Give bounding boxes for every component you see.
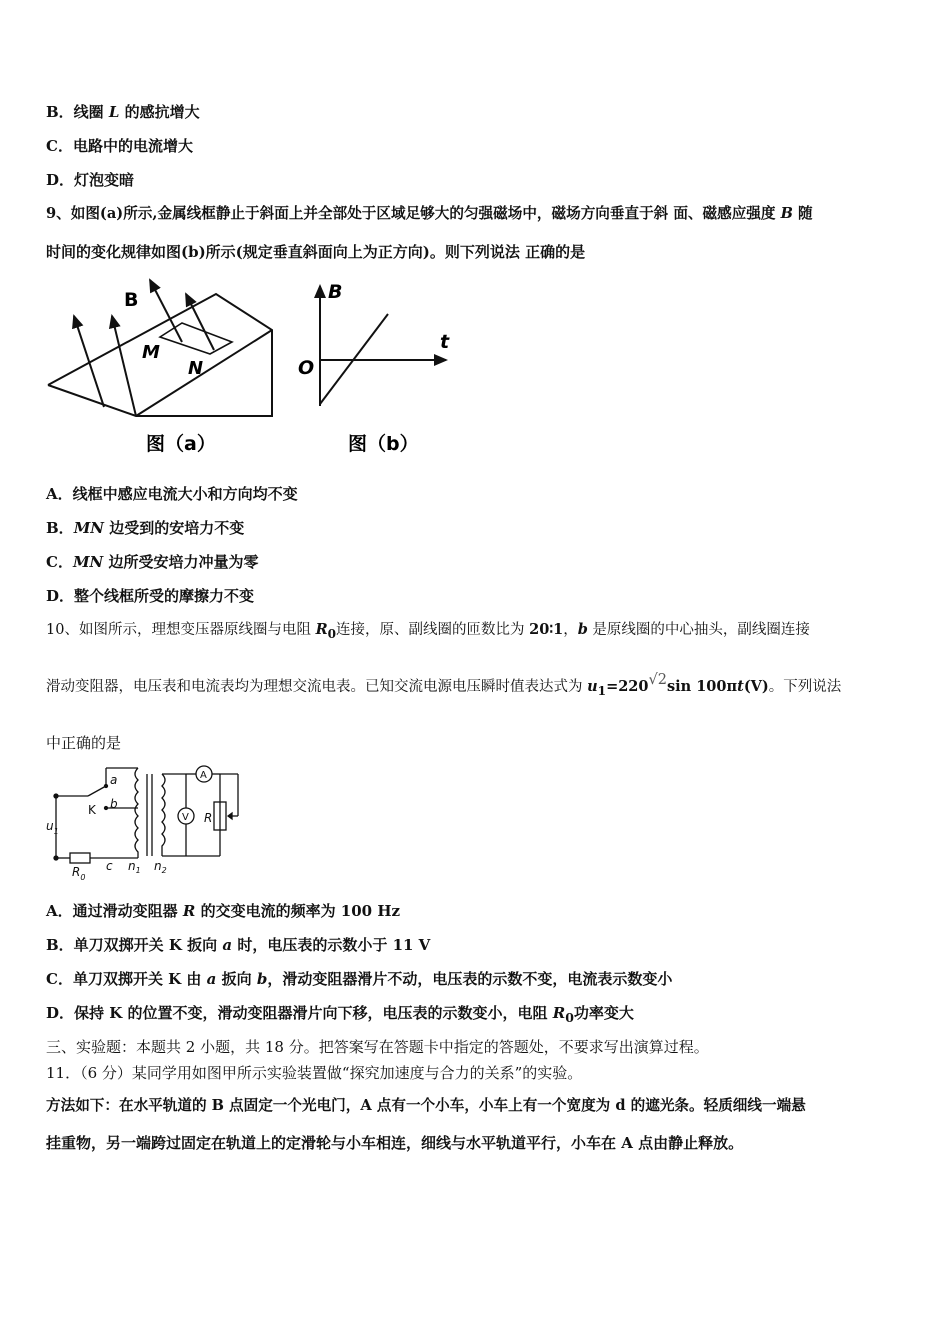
caption-b: 图（b） [348, 433, 419, 455]
q10-option-b: B．单刀双掷开关 K 扳向 a 时，电压表的示数小于 11 V [46, 936, 431, 954]
label-R0: R [72, 865, 81, 879]
label-a: a [110, 773, 118, 787]
q10-stem-line-1: 10、如图所示，理想变压器原线圈与电阻 $R_0$连接，原、副线圈的匝数比为 20∶1，b 是原线圈的中心抽头，副线圈连接 [46, 621, 810, 641]
label-M: M [142, 342, 160, 363]
q9-option-a: A．线框中感应电流大小和方向均不变 [46, 485, 298, 503]
q9-option-b: B．MN 边受到的安培力不变 [46, 519, 245, 537]
svg-text:n2: $n_2$ [154, 859, 167, 875]
label-N: N [188, 358, 204, 379]
label-c: c [106, 859, 113, 873]
q10-option-d: D．保持 K 的位置不变，滑动变阻器滑片向下移，电压表的示数变小，电阻 $R_0$功率变大 [46, 1004, 634, 1025]
wire-frame [160, 323, 232, 354]
label-n1: n [128, 859, 136, 873]
section-3-heading: 三、实验题：本题共 2 小题，共 18 分。把答案写在答题卡中指定的答题处，不要求写出演算过程。 [46, 1038, 709, 1056]
q11-stem: 11．（6 分）某同学用如图甲所示实验装置做“探究加速度与合力的关系”的实验。 [46, 1064, 583, 1082]
label-t: t [440, 331, 450, 353]
voltmeter-label: V [182, 812, 189, 823]
q9-stem-line-1: 9、如图(a)所示,金属线框静止于斜面上并全部处于区域足够大的匀强磁场中，磁场方向垂直于斜 面、磁感应强度 B 随 [46, 205, 813, 222]
label-O: O [298, 357, 315, 379]
q10-option-c: C．单刀双掷开关 K 由 a 扳向 b，滑动变阻器滑片不动，电压表的示数不变，电流表示数变小 [46, 970, 673, 988]
q9-figure-b [294, 272, 464, 462]
label-K: K [88, 803, 96, 817]
q10-circuit-figure [44, 764, 249, 886]
q10-stem-line-2: 滑动变阻器，电压表和电流表均为理想交流电表。已知交流电源电压瞬时值表达式为 $u_1=220√2\sin$ 100πt(V)。下列说法 [46, 672, 842, 698]
rheostat-label: R [204, 811, 213, 825]
label-B: B [124, 289, 139, 311]
label-u1: u [46, 819, 54, 833]
q8-option-b: B．线圈 L 的感抗增大 [46, 103, 200, 121]
q9-figure-a [44, 272, 284, 462]
field-arrow [74, 316, 104, 407]
svg-text:u1: $u_1$ [46, 819, 59, 836]
q11-method-line-2: 挂重物，另一端跨过固定在轨道上的定滑轮与小车相连，细线与水平轨道平行，小车在 A 点由静止释放。 [46, 1134, 744, 1152]
q10-option-a: A．通过滑动变阻器 R 的交变电流的频率为 100 Hz [46, 902, 401, 920]
q9-stem-line-2: 时间的变化规律如图(b)所示(规定垂直斜面向上为正方向)。则下列说法 正确的是 [46, 243, 586, 261]
q9-option-d: D．整个线框所受的摩擦力不变 [46, 587, 255, 605]
ammeter-label: A [200, 770, 207, 781]
svg-text:n1: $n_1$ [128, 859, 141, 875]
label-b: b [110, 797, 118, 811]
label-n2: n [154, 859, 162, 873]
label-B: B [328, 281, 343, 303]
q10-stem-line-3: 中正确的是 [46, 734, 122, 752]
q8-option-c: C．电路中的电流增大 [46, 137, 193, 155]
q9-option-c: C．MN 边所受安培力冲量为零 [46, 553, 259, 571]
svg-text:R0: $R_0$ [72, 865, 86, 882]
q8-option-d: D．灯泡变暗 [46, 171, 135, 189]
q11-method-line-1: 方法如下：在水平轨道的 B 点固定一个光电门，A 点有一个小车，小车上有一个宽度为 d 的遮光条。轻质细线一端悬 [46, 1097, 806, 1114]
incline-outline [48, 294, 272, 416]
caption-a: 图（a） [146, 433, 216, 455]
field-arrow [112, 316, 136, 416]
